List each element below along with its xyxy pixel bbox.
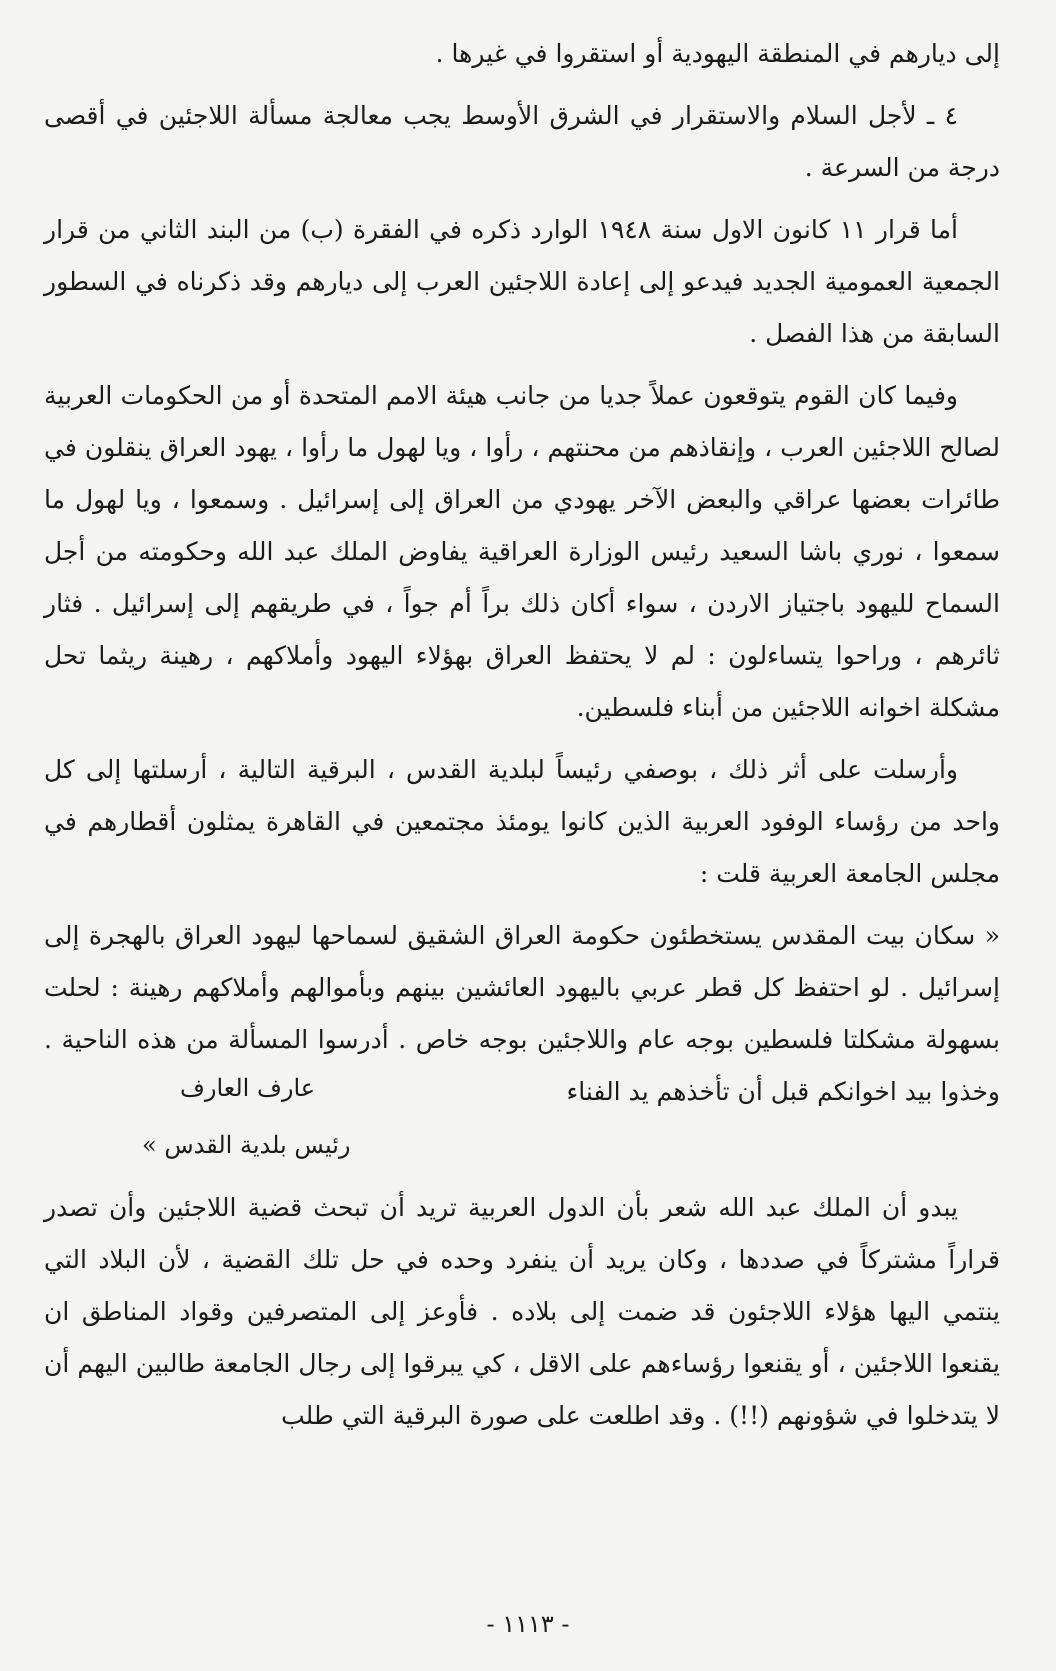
page-number: - ١١١٣ - [486, 1610, 570, 1638]
paragraph-king-abdullah: يبدو أن الملك عبد الله شعر بأن الدول العربية تريد أن تبحث قضية اللاجئين وأن تصدر قراراً مشتركاً في صددها ، وكان يريد أن ينفرد وحده في حل تلك القضية ، لأن البلاد التي ينتمي اليها هؤلاء اللاجئون قد ضمت إلى بلاده . فأوعز إلى المتصرفين وقواد المناطق ان يقنعوا اللاجئين ، أو يقنعوا رؤساءهم على الاقل ، كي يبرقوا إلى رجال الجامعة طالبين اليهم أن لا يتدخلوا في شؤونهم (!!) . وقد اطلعت على صورة البرقية التي طلب [44, 1193, 1000, 1430]
signature-title: رئيس بلدية القدس » [142, 1131, 351, 1159]
paragraph-continuation: إلى ديارهم في المنطقة اليهودية أو استقروا في غيرها . [435, 39, 1000, 68]
paragraph-resolution: أما قرار ١١ كانون الاول سنة ١٩٤٨ الوارد ذكره في الفقرة (ب) من البند الثاني من قرار الجمعية العمومية الجديد فيدعو إلى إعادة اللاجئين العرب إلى ديارهم وقد ذكرناه في السطور السابقة من هذا الفصل . [44, 215, 1000, 348]
paragraph-iraq-jews: وفيما كان القوم يتوقعون عملاً جديا من جانب هيئة الامم المتحدة أو من الحكومات العربية لصالح اللاجئين العرب ، وإنقاذهم من محنتهم ، رأوا ، ويا لهول ما رأوا ، يهود العراق ينقلون في طائرات بعضها عراقي والبعض الآخر يهودي من العراق إلى إسرائيل . وسمعوا ، ويا لهول ما سمعوا ، نوري باشا السعيد رئيس الوزارة العراقية يفاوض الملك عبد الله وحكومته من أجل السماح لليهود باجتياز الاردن ، سواء أكان ذلك براً أم جواً ، في طريقهم إلى إسرائيل . فثار ثائرهم ، وراحوا يتساءلون : لم لا يحتفظ العراق بهؤلاء اليهود وأملاكهم ، رهينة ريثما تحل مشكلة اخوانه اللاجئين من أبناء فلسطين. [44, 381, 1000, 722]
paragraph-telegram-intro: وأرسلت على أثر ذلك ، بوصفي رئيساً لبلدية القدس ، البرقية التالية ، أرسلتها إلى كل واحد من رؤساء الوفود العربية الذين كانوا يومئذ مجتمعين في القاهرة يمثلون أقطارهم في مجلس الجامعة العربية قلت : [44, 755, 1000, 888]
telegram-quote: « سكان بيت المقدس يستخطئون حكومة العراق الشقيق لسماحها ليهود العراق بالهجرة إلى إسرائيل . لو احتفظ كل قطر عربي باليهود العائشين بينهم وبأموالهم وأملاكهم رهينة : لحلت بسهولة مشكلتا فلسطين بوجه عام واللاجئين بوجه خاص . أدرسوا المسألة من هذه الناحية . وخذوا بيد اخوانكم قبل أن تأخذهم يد الفناء [44, 921, 1000, 1106]
upper-text-block [44, 28, 1000, 1128]
paragraph-item-4: ٤ ـ لأجل السلام والاستقرار في الشرق الأوسط يجب معالجة مسألة اللاجئين في أقصى درجة من السرعة . [44, 101, 1000, 182]
lower-text-block [44, 1182, 1000, 1452]
signature-name: عارف العارف [180, 1074, 316, 1102]
